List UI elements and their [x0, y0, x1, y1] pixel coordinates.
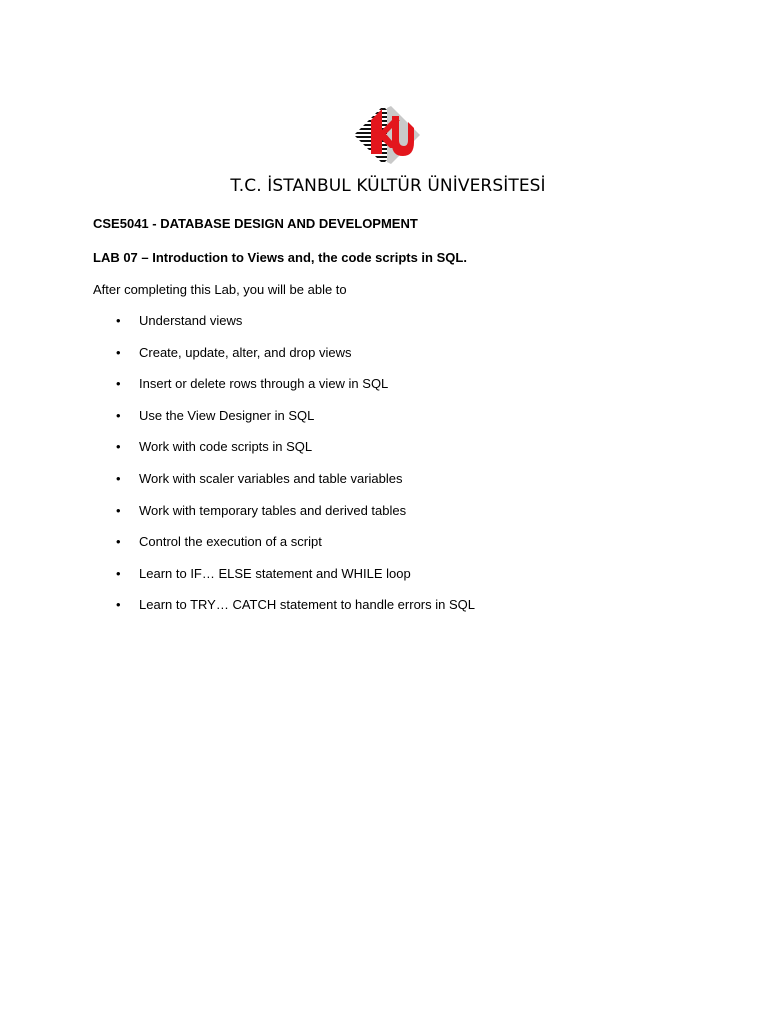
bullet-icon: •	[116, 313, 121, 328]
objective-item	[0, 596, 600, 628]
objectives-list	[0, 312, 600, 628]
bullet-icon: •	[116, 597, 121, 613]
bullet-icon: •	[116, 439, 121, 455]
university-name: T.C. İSTANBUL KÜLTÜR ÜNİVERSİTESİ	[230, 176, 546, 196]
course-code: CSE5041 - DATABASE DESIGN AND DEVELOPMENT	[93, 216, 418, 231]
objective-item	[0, 375, 600, 407]
objective-item	[0, 438, 600, 470]
objective-item	[0, 312, 600, 344]
objective-item	[0, 565, 600, 597]
objective-item	[0, 470, 600, 502]
bullet-icon: •	[116, 376, 121, 392]
objective-item	[0, 344, 600, 376]
objective-text: Insert or delete rows through a view in SQL	[139, 376, 389, 392]
bullet-icon: •	[116, 407, 121, 423]
objective-text: Create, update, alter, and drop views	[139, 344, 352, 360]
iku-logo-icon	[352, 104, 422, 166]
objective-text: Control the execution of a script	[139, 534, 322, 550]
bullet-icon: •	[116, 502, 121, 518]
objective-item	[0, 502, 600, 534]
objective-text: Work with code scripts in SQL	[139, 439, 313, 455]
objective-text: Understand views	[139, 313, 243, 328]
bullet-icon: •	[116, 344, 121, 360]
bullet-icon: •	[116, 470, 121, 486]
objective-text: Learn to TRY… CATCH statement to handle errors in SQL	[139, 597, 475, 613]
objective-text: Use the View Designer in SQL	[139, 407, 315, 423]
objective-text: Work with temporary tables and derived tables	[139, 502, 407, 518]
objective-text: Learn to IF… ELSE statement and WHILE loop	[139, 565, 411, 581]
bullet-icon: •	[116, 534, 121, 550]
objective-text: Work with scaler variables and table variables	[139, 470, 403, 486]
objective-item	[0, 407, 600, 439]
intro-text: After completing this Lab, you will be able to	[93, 282, 347, 297]
bullet-icon: •	[116, 565, 121, 581]
objective-item	[0, 533, 600, 565]
lab-title: LAB 07 – Introduction to Views and, the code scripts in SQL.	[93, 250, 467, 265]
